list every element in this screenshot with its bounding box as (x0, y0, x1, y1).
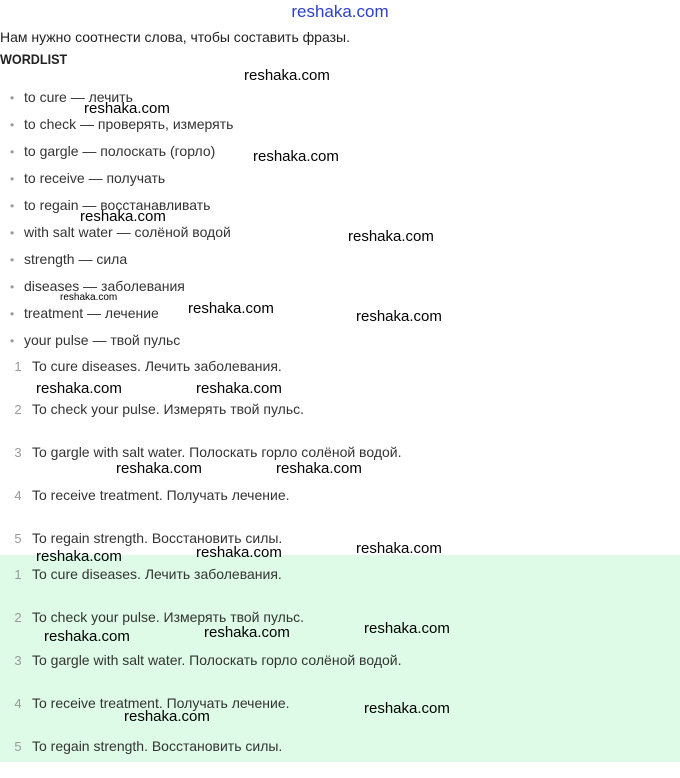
site-link[interactable]: reshaka.com (291, 2, 389, 21)
item-number: 3 (14, 445, 22, 460)
watermark: reshaka.com (356, 308, 442, 325)
item-text: To regain strength. Восстановить силы. (32, 738, 283, 754)
watermark: reshaka.com (84, 100, 170, 117)
bullet-icon: • (10, 199, 15, 213)
watermark: reshaka.com (364, 700, 450, 717)
list-item: • diseases — заболевания (10, 273, 233, 300)
bullet-icon: • (10, 118, 15, 132)
wordlist-heading: WORDLIST (0, 51, 68, 67)
watermark: reshaka.com (124, 708, 210, 725)
list-item: • to regain — восстанавливать (10, 192, 233, 219)
watermark: reshaka.com (60, 292, 118, 303)
watermark: reshaka.com (244, 67, 330, 84)
bullet-icon: • (10, 253, 15, 267)
bullet-icon: • (10, 280, 15, 294)
list-item (0, 484, 401, 527)
item-text: To receive treatment. Получать лечение. (32, 695, 290, 711)
list-item: • strength — сила (10, 246, 233, 273)
watermark: reshaka.com (196, 544, 282, 561)
bullet-icon: • (10, 334, 15, 348)
list-item: • with salt water — солёной водой (10, 219, 233, 246)
watermark: reshaka.com (204, 624, 290, 641)
list-item: • to gargle — полоскать (горло) (10, 138, 233, 165)
list-item (0, 563, 401, 606)
watermark: reshaka.com (356, 540, 442, 557)
bullet-icon: • (10, 307, 15, 321)
watermark: reshaka.com (36, 548, 122, 565)
item-number: 1 (14, 359, 22, 374)
item-text: To gargle with salt water. Полоскать горло солёной водой. (32, 444, 402, 460)
watermark: reshaka.com (80, 208, 166, 225)
item-number: 2 (14, 402, 22, 417)
list-item: • to cure — лечить (10, 84, 233, 111)
watermark: reshaka.com (253, 148, 339, 165)
list-item: • to receive — получать (10, 165, 233, 192)
answer-list (0, 563, 401, 778)
item-text: To receive treatment. Получать лечение. (32, 487, 290, 503)
answer-block (0, 555, 680, 762)
item-text: To gargle with salt water. Полоскать горло солёной водой. (32, 652, 402, 668)
list-item: • to check — проверять, измерять (10, 111, 233, 138)
item-number: 1 (14, 567, 22, 582)
watermark: reshaka.com (348, 228, 434, 245)
watermark: reshaka.com (116, 460, 202, 477)
item-text: To check your pulse. Измерять твой пульс. (32, 401, 305, 417)
watermark: reshaka.com (196, 380, 282, 397)
bullet-icon: • (10, 145, 15, 159)
item-text: To cure diseases. Лечить заболевания. (32, 566, 282, 582)
item-number: 3 (14, 653, 22, 668)
item-number: 5 (14, 739, 22, 754)
item-text: To regain strength. Восстановить силы. (32, 530, 283, 546)
list-item: • treatment — лечение (10, 300, 233, 327)
bullet-icon: • (10, 226, 15, 240)
bullet-icon: • (10, 172, 15, 186)
item-number: 5 (14, 531, 22, 546)
list-item (0, 649, 401, 692)
task-instruction: Нам нужно соотнести слова, чтобы составить фразы. (0, 29, 350, 45)
item-number: 2 (14, 610, 22, 625)
bullet-icon: • (10, 91, 15, 105)
watermark: reshaka.com (276, 460, 362, 477)
item-text: To check your pulse. Измерять твой пульс. (32, 609, 305, 625)
item-number: 4 (14, 488, 22, 503)
list-item (0, 735, 401, 778)
watermark: reshaka.com (364, 620, 450, 637)
watermark: reshaka.com (36, 380, 122, 397)
watermark: reshaka.com (44, 628, 130, 645)
watermark: reshaka.com (188, 300, 274, 317)
list-item (0, 398, 401, 441)
item-number: 4 (14, 696, 22, 711)
item-text: To cure diseases. Лечить заболевания. (32, 358, 282, 374)
list-item: • your pulse — твой пульс (10, 327, 233, 354)
